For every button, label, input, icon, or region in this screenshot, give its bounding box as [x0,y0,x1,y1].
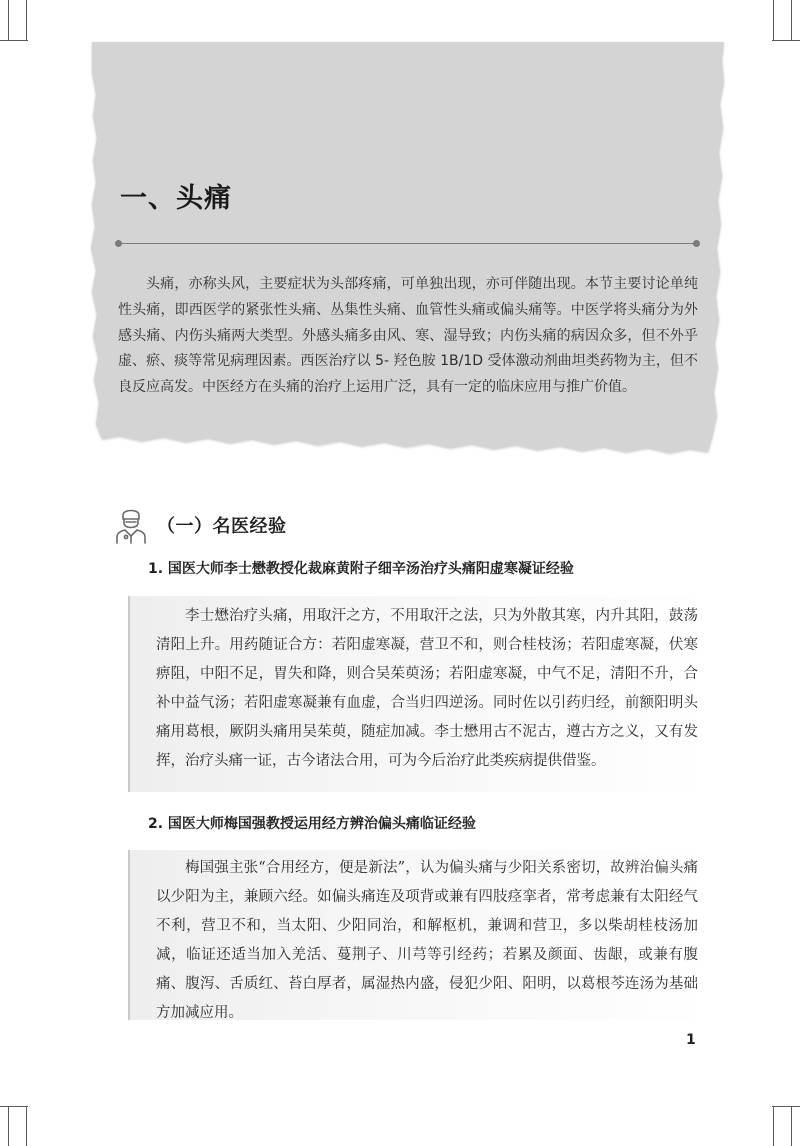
crop-mark [791,0,792,40]
crop-mark [26,1106,27,1146]
crop-mark [773,1106,774,1146]
case-2-title: 2. 国医大师梅国强教授运用经方辨治偏头痛临证经验 [148,816,476,832]
case-2-text: 梅国强主张“合用经方，便是新法”，认为偏头痛与少阳关系密切，故辨治偏头痛以少阳为主，兼顾六经。如偏头痛连及项背或兼有四肢痉挛者，常考虑兼有太阳经气不利，营卫不和，当太阳、少阳同治，和解枢机，兼调和营卫，多以柴胡桂枝汤加减，临证还适当加入羌活、蔓荆子、川芎等引经药；若累及颜面、齿龈，或兼有腹痛、腹泻、舌质红、苔白厚者，属湿热内盛，侵犯少阳、阳明，以葛根芩连汤为基础方加减应用。 [156,860,698,1021]
crop-mark [8,1106,9,1146]
page-number: 1 [686,1032,696,1048]
case-1-box [128,596,712,792]
doctor-icon [115,506,147,544]
divider-dot-left [115,240,122,247]
crop-mark [0,1106,28,1107]
chapter-intro: 头痛，亦称头风，主要症状为头部疼痛，可单独出现，亦可伴随出现。本节主要讨论单纯性头痛，即西医学的紧张性头痛、丛集性头痛、血管性头痛或偏头痛等。中医学将头痛分为外感头痛、内伤头痛两大类型。外感头痛多由风、寒、湿导致；内伤头痛的病因众多，但不外乎虚、瘀、痰等常见病理因素。西医治疗以 5- 羟色胺 1B/1D 受体激动剂曲坦类药物为主，但不良反应高发。中医经方在头痛的治疗上运用广泛，具有一定的临床应用与推广价值。 [118,276,698,396]
crop-mark [791,1106,792,1146]
divider-dot-right [693,240,700,247]
crop-mark [772,1106,800,1107]
section-title: （一）名医经验 [157,516,287,537]
crop-mark [772,40,800,41]
case-1-text: 李士懋治疗头痛，用取汗之方，不用取汗之法，只为外散其寒，内升其阳，鼓荡清阳上升。用药随证合方：若阳虚寒凝，营卫不和，则合桂枝汤；若阳虚寒凝，伏寒痹阻，中阳不足，胃失和降，则合吴茱萸汤；若阳虚寒凝，中气不足，清阳不升，合补中益气汤；若阳虚寒凝兼有血虚，合当归四逆汤。同时佐以引药归经，前额阳明头痛用葛根，厥阴头痛用吴茱萸，随症加减。李士懋用古不泥古，遵古方之义，又有发挥，治疗头痛一证，古今诸法合用，可为今后治疗此类疾病提供借鉴。 [156,608,698,769]
crop-mark [26,0,27,40]
crop-mark [0,40,28,41]
chapter-divider [118,243,696,244]
section-heading [115,505,287,545]
case-1-title: 1. 国医大师李士懋教授化裁麻黄附子细辛汤治疗头痛阳虚寒凝证经验 [148,561,574,577]
crop-mark [773,0,774,40]
crop-mark [8,0,9,40]
case-2-box [128,850,712,1020]
chapter-title: 一、头痛 [120,183,232,214]
